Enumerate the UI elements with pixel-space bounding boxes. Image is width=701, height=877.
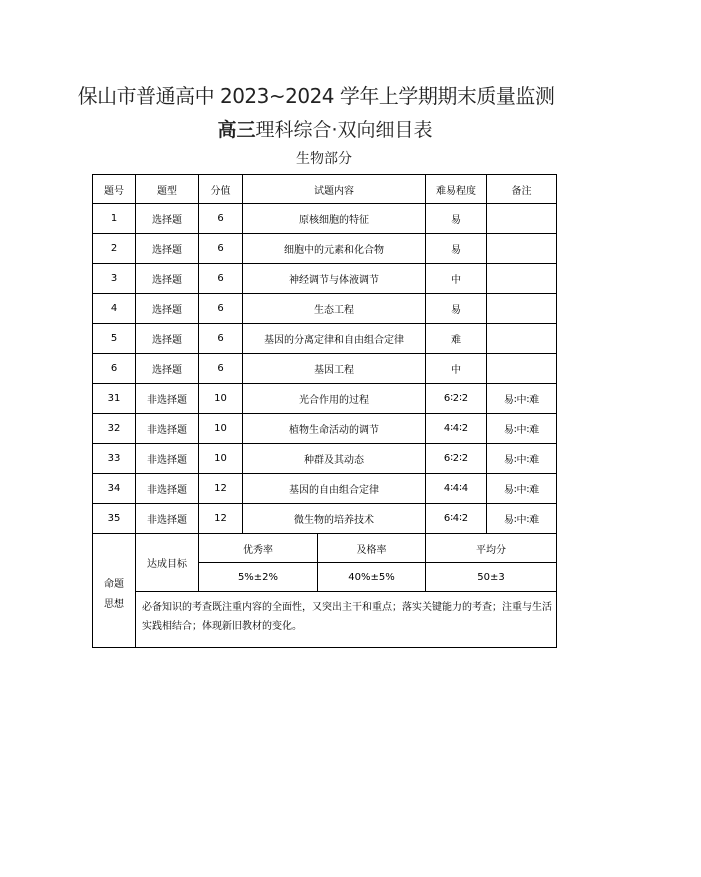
question-score: 10 (199, 384, 243, 414)
question-type: 选择题 (136, 204, 199, 234)
question-note (487, 234, 557, 264)
table-row (93, 444, 557, 474)
question-note: 易∶中∶难 (487, 384, 557, 414)
question-content: 细胞中的元素和化合物 (243, 234, 426, 264)
question-note: 易∶中∶难 (487, 474, 557, 504)
question-type: 非选择题 (136, 384, 199, 414)
goal-header-excellent: 优秀率 (199, 534, 318, 563)
col-header-note: 备注 (487, 175, 557, 204)
question-score: 10 (199, 414, 243, 444)
question-note (487, 354, 557, 384)
design-thought-label (93, 534, 136, 648)
document-title: 保山市普通高中 2023~2024 学年上学期期末质量监测 (77, 84, 555, 108)
question-score: 12 (199, 474, 243, 504)
question-number: 5 (93, 324, 136, 354)
question-type: 非选择题 (136, 474, 199, 504)
question-number: 1 (93, 204, 136, 234)
question-score: 6 (199, 354, 243, 384)
question-score: 6 (199, 204, 243, 234)
question-content: 基因工程 (243, 354, 426, 384)
question-number: 32 (93, 414, 136, 444)
question-score: 6 (199, 264, 243, 294)
table-row (93, 354, 557, 384)
goal-header-pass: 及格率 (318, 534, 426, 563)
question-content: 植物生命活动的调节 (243, 414, 426, 444)
table-row (93, 504, 557, 534)
goal-label: 达成目标 (136, 534, 199, 592)
col-header-score: 分值 (199, 175, 243, 204)
col-header-content: 试题内容 (243, 175, 426, 204)
question-difficulty: 6∶2∶2 (426, 384, 487, 414)
question-difficulty: 6∶2∶2 (426, 444, 487, 474)
question-note: 易∶中∶难 (487, 504, 557, 534)
question-number: 6 (93, 354, 136, 384)
question-number: 4 (93, 294, 136, 324)
question-type: 选择题 (136, 294, 199, 324)
col-header-type: 题型 (136, 175, 199, 204)
table-row (93, 204, 557, 234)
question-type: 非选择题 (136, 444, 199, 474)
question-difficulty: 4∶4∶2 (426, 414, 487, 444)
section-title: 生物部分 (296, 151, 352, 167)
question-difficulty: 中 (426, 354, 487, 384)
question-note (487, 204, 557, 234)
question-score: 6 (199, 234, 243, 264)
subtitle-grade: 高三 (217, 119, 256, 141)
question-difficulty: 4∶4∶4 (426, 474, 487, 504)
question-note: 易∶中∶难 (487, 444, 557, 474)
question-type: 非选择题 (136, 414, 199, 444)
table-row (93, 264, 557, 294)
question-score: 12 (199, 504, 243, 534)
question-type: 选择题 (136, 324, 199, 354)
question-type: 选择题 (136, 234, 199, 264)
question-difficulty: 难 (426, 324, 487, 354)
design-thought-label-line2: 思想 (104, 598, 124, 610)
question-difficulty: 易 (426, 294, 487, 324)
table-row (93, 384, 557, 414)
goal-header-row (93, 534, 557, 563)
design-thought-label-line1: 命题 (104, 578, 124, 590)
goal-value-pass: 40%±5% (318, 563, 426, 592)
document-subtitle (0, 115, 650, 142)
question-difficulty: 易 (426, 204, 487, 234)
question-number: 35 (93, 504, 136, 534)
question-number: 2 (93, 234, 136, 264)
question-content: 种群及其动态 (243, 444, 426, 474)
table-row (93, 324, 557, 354)
question-type: 选择题 (136, 264, 199, 294)
question-note: 易∶中∶难 (487, 414, 557, 444)
question-number: 34 (93, 474, 136, 504)
table-row (93, 414, 557, 444)
question-difficulty: 易 (426, 234, 487, 264)
question-difficulty: 6∶4∶2 (426, 504, 487, 534)
table-header-row (93, 175, 557, 204)
question-number: 3 (93, 264, 136, 294)
question-note (487, 264, 557, 294)
design-thought-row (93, 592, 557, 648)
table-row (93, 294, 557, 324)
question-score: 6 (199, 324, 243, 354)
question-score: 10 (199, 444, 243, 474)
question-score: 6 (199, 294, 243, 324)
question-number: 31 (93, 384, 136, 414)
col-header-difficulty: 难易程度 (426, 175, 487, 204)
subtitle-name: 理科综合·双向细目表 (255, 119, 433, 141)
question-note (487, 294, 557, 324)
design-thought-text: 必备知识的考查既注重内容的全面性，又突出主干和重点；落实关键能力的考查；注重与生活实践相结合；体现新旧教材的变化。 (136, 592, 557, 648)
question-content: 微生物的培养技术 (243, 504, 426, 534)
question-content: 生态工程 (243, 294, 426, 324)
question-number: 33 (93, 444, 136, 474)
question-note (487, 324, 557, 354)
goal-value-excellent: 5%±2% (199, 563, 318, 592)
question-content: 基因的分离定律和自由组合定律 (243, 324, 426, 354)
goal-value-average: 50±3 (426, 563, 557, 592)
goal-header-average: 平均分 (426, 534, 557, 563)
table-row (93, 474, 557, 504)
specification-table (92, 174, 557, 648)
table-row (93, 234, 557, 264)
question-type: 非选择题 (136, 504, 199, 534)
col-header-number: 题号 (93, 175, 136, 204)
question-type: 选择题 (136, 354, 199, 384)
question-difficulty: 中 (426, 264, 487, 294)
question-content: 基因的自由组合定律 (243, 474, 426, 504)
question-content: 神经调节与体液调节 (243, 264, 426, 294)
question-content: 原核细胞的特征 (243, 204, 426, 234)
question-content: 光合作用的过程 (243, 384, 426, 414)
